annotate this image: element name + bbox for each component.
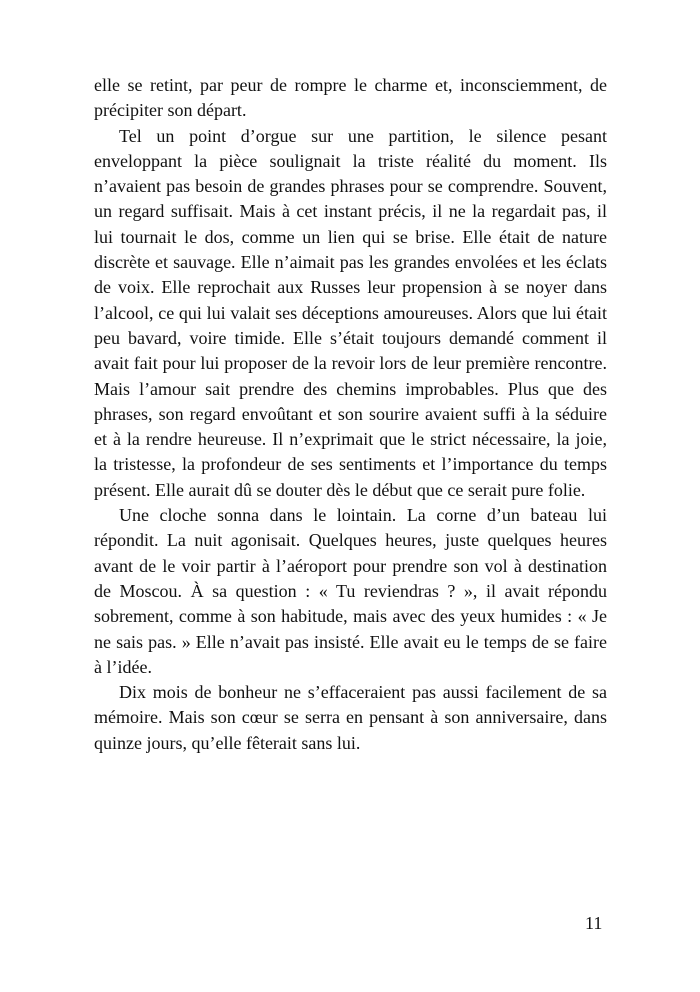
text-line: phrases, son regard envoûtant et son sourire avaient suffi à la séduire (94, 403, 607, 424)
text-line: de Moscou. À sa question : « Tu reviendras ? », il avait répondu (94, 580, 607, 601)
text-line: répondit. La nuit agonisait. Quelques heures, juste quelques heures (94, 530, 607, 551)
text-line: Tel un point d’orgue sur une partition, le silence pesant (119, 125, 607, 146)
page-number: 11 (585, 913, 603, 933)
page-body (94, 73, 607, 756)
text-line: à l’idée. (94, 656, 152, 677)
text-line: présent. Elle aurait dû se douter dès le début que ce serait pure folie. (94, 479, 586, 500)
paragraph (94, 503, 607, 680)
text-line: elle se retint, par peur de rompre le charme et, inconsciemment, de (94, 75, 607, 95)
text-line: Mais l’amour sait prendre des chemins improbables. Plus que des (94, 378, 607, 399)
text-line: enveloppant la pièce soulignait la triste réalité du moment. Ils (94, 150, 607, 171)
paragraph (94, 124, 607, 503)
text-line: avait fait pour lui proposer de la revoir lors de leur première rencontre. (94, 353, 607, 374)
paragraph (94, 73, 607, 124)
text-line: quinze jours, qu’elle fêterait sans lui. (94, 732, 361, 753)
paragraph (94, 680, 607, 756)
text-line: Une cloche sonna dans le lointain. La corne d’un bateau lui (119, 505, 607, 526)
text-line: sobrement, comme à son habitude, mais avec des yeux humides : « Je (94, 606, 607, 627)
text-line: n’avaient pas besoin de grandes phrases pour se comprendre. Souvent, (94, 176, 607, 197)
text-line: ne sais pas. » Elle n’avait pas insisté. Elle avait eu le temps de se faire (94, 631, 607, 652)
text-line: de voix. Elle reprochait aux Russes leur propension à se noyer dans (94, 277, 607, 298)
text-line: précipiter son départ. (94, 100, 247, 121)
text-line: et à la rendre heureuse. Il n’exprimait que le strict nécessaire, la joie, (94, 429, 607, 450)
text-line: Dix mois de bonheur ne s’effaceraient pas aussi facilement de sa (119, 682, 607, 703)
text-line: lui tournait le dos, comme un lien qui se brise. Elle était de nature (94, 226, 607, 247)
text-line: mémoire. Mais son cœur se serra en pensant à son anniversaire, dans (94, 707, 607, 728)
text-line: avant de le voir partir à l’aéroport pour prendre son vol à destination (94, 555, 607, 576)
text-line: l’alcool, ce qui lui valait ses déceptions amoureuses. Alors que lui était (94, 302, 607, 323)
text-line: discrète et sauvage. Elle n’aimait pas les grandes envolées et les éclats (94, 252, 607, 273)
text-line: la tristesse, la profondeur de ses sentiments et l’importance du temps (94, 454, 607, 475)
text-line: un regard suffisait. Mais à cet instant précis, il ne la regardait pas, il (94, 201, 607, 222)
text-line: peu bavard, voire timide. Elle s’était toujours demandé comment il (94, 327, 607, 348)
